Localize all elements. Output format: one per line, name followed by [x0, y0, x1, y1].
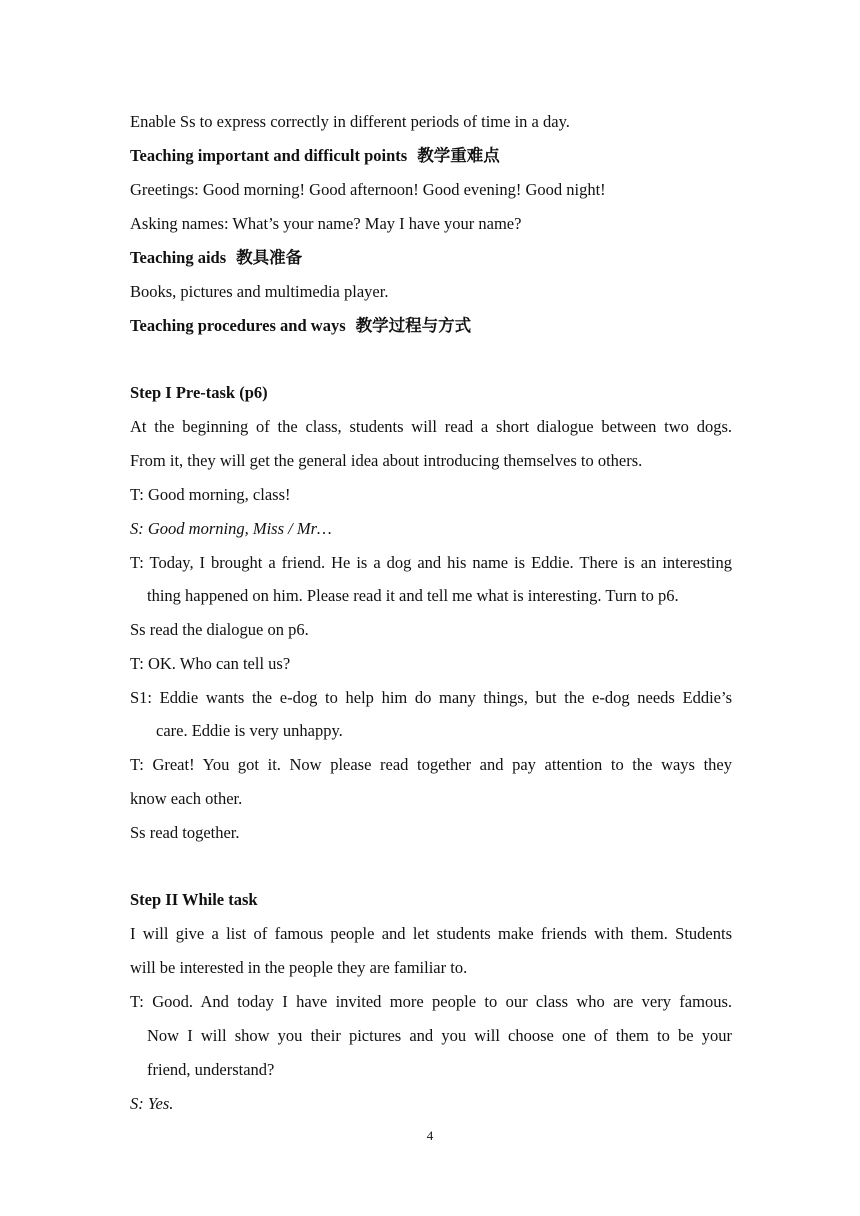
dialogue-line: S: Yes. — [130, 1094, 174, 1113]
dialogue-line: care. Eddie is very unhappy. — [156, 721, 343, 740]
dialogue-line: thing happened on him. Please read it and tell me what is interesting. Turn to p6. — [147, 586, 679, 605]
objective-text: Enable Ss to express correctly in different periods of time in a day. — [130, 112, 570, 131]
heading-procedures — [130, 314, 732, 338]
heading-teaching-aids-cn: 教具准备 — [236, 248, 303, 267]
paragraph-line: At the beginning of the class, students will read a short dialogue between two dogs. — [130, 417, 732, 436]
paragraph-line: Ss read together. — [130, 823, 240, 842]
heading-teaching-aids — [130, 246, 732, 270]
paragraph-line: Ss read the dialogue on p6. — [130, 620, 309, 639]
paragraph-line: will be interested in the people they are familiar to. — [130, 958, 468, 977]
dialogue-line: T: Great! You got it. Now please read together and pay attention to the ways they — [130, 755, 732, 774]
aids-text: Books, pictures and multimedia player. — [130, 282, 389, 301]
step-2-title: Step II While task — [130, 890, 258, 909]
heading-teaching-aids-en: Teaching aids — [130, 248, 227, 267]
asking-names-text: Asking names: What’s your name? May I have your name? — [130, 214, 522, 233]
dialogue-line: friend, understand? — [147, 1060, 275, 1079]
heading-key-points — [130, 144, 732, 168]
dialogue-line: know each other. — [130, 789, 243, 808]
dialogue-line: T: Good morning, class! — [130, 485, 291, 504]
aids-line — [130, 280, 732, 304]
dialogue-line: T: OK. Who can tell us? — [130, 654, 291, 673]
dialogue-line: Now I will show you their pictures and you will choose one of them to be your — [147, 1026, 732, 1045]
objective-line — [130, 110, 732, 134]
step-1-title: Step I Pre-task (p6) — [130, 383, 268, 402]
paragraph-line: From it, they will get the general idea about introducing themselves to others. — [130, 451, 643, 470]
heading-key-points-en: Teaching important and difficult points — [130, 146, 408, 165]
dialogue-line: S: Good morning, Miss / Mr… — [130, 519, 332, 538]
paragraph-line: I will give a list of famous people and let students make friends with them. Students — [130, 924, 732, 943]
greetings-line — [130, 178, 732, 202]
asking-names-line — [130, 212, 732, 236]
dialogue-line: T: Today, I brought a friend. He is a dog and his name is Eddie. There is an interesting — [130, 553, 732, 572]
dialogue-line: T: Good. And today I have invited more people to our class who are very famous. — [130, 992, 732, 1011]
heading-step-1 — [130, 381, 732, 405]
page-number: 4 — [426, 1128, 434, 1143]
heading-procedures-en: Teaching procedures and ways — [130, 316, 346, 335]
greetings-text: Greetings: Good morning! Good afternoon! Good evening! Good night! — [130, 180, 606, 199]
heading-key-points-cn: 教学重难点 — [417, 146, 500, 165]
dialogue-line: S1: Eddie wants the e-dog to help him do many things, but the e-dog needs Eddie’s — [130, 688, 732, 707]
heading-step-2 — [130, 888, 732, 912]
heading-procedures-cn: 教学过程与方式 — [355, 316, 472, 335]
